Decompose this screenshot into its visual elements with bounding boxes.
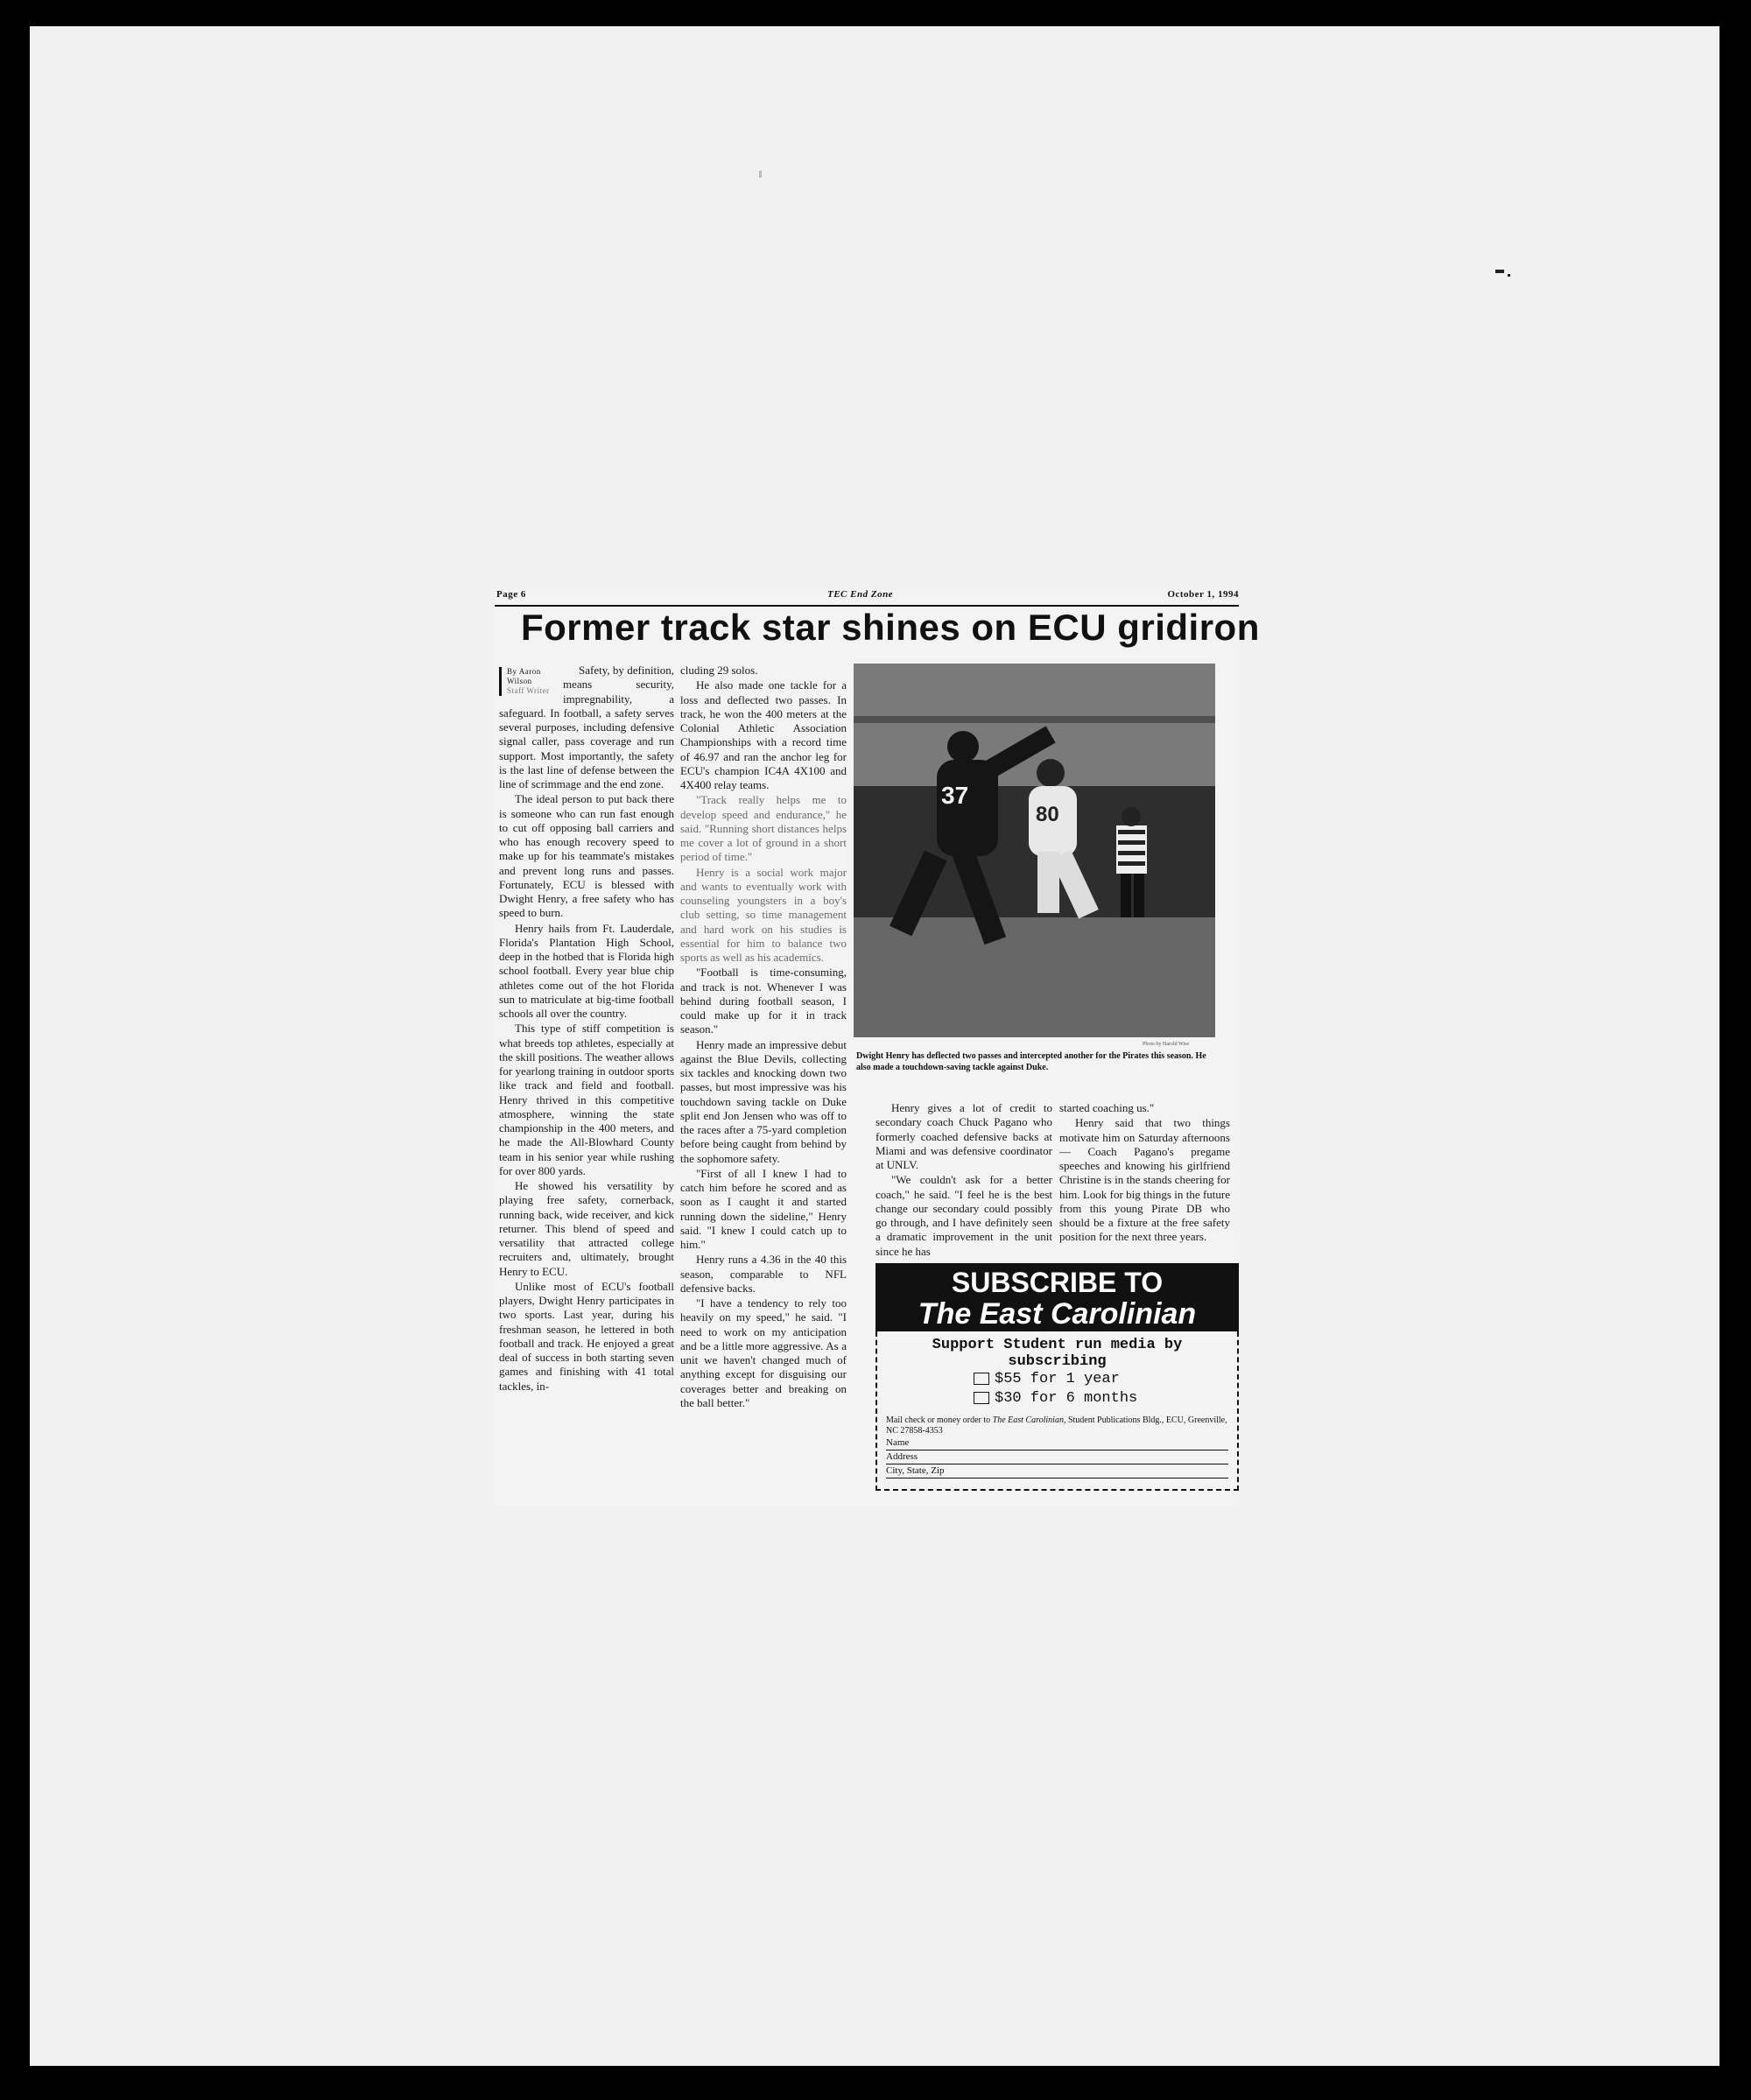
name-field[interactable]: Name [886,1436,1228,1450]
article-paragraph: This type of stiff competition is what breeds top athletes, especially at the skill positions. The weather allows for yearlong training in outdoor sports like track and field and football. Henry thrived in this competitive atmosphere, winning the state championship in the 400 meters, and he made the All-Blowhard County team in his senior year while rushing for over 800 yards. [499,1022,674,1177]
article-column-2 [680,664,847,1411]
article-paragraph: "First of all I knew I had to catch him before he scored and as soon as I caught it and started running down the sideline," Henry said. "I knew I could catch up to him." [680,1166,847,1251]
option-2-label: $30 for 6 months [995,1390,1138,1407]
byline-name: Wilson [507,677,532,685]
article-paragraph: Henry gives a lot of credit to secondary coach Chuck Pagano who formerly coached defensive backs at Miami and was defensive coordinator at UNLV. [876,1101,1052,1171]
checkbox-1year[interactable] [974,1373,989,1385]
photo-credit: Photo by Harold Wise [1143,1042,1190,1047]
article-paragraph: The ideal person to put back there is someone who can run fast enough to cut off opposing ball carriers and who has enough recovery speed to make up for his teammate's mistakes and prevent long runs and passes. Fortunately, ECU is blessed with Dwight Henry, a free safety who has speed to burn. [499,792,674,920]
article-paragraph: "Track really helps me to develop speed and endurance," he said. "Running short distances helps me cover a lot of ground in a short period of time." [680,793,847,864]
article-paragraph: Henry hails from Ft. Lauderdale, Florida's Plantation High School, deep in the hotbed that is Florida high school football. Every year blue chip athletes come out of the hot Florida sun to matriculate at big-time football schools all over the country. [499,921,674,1020]
article-column-3 [876,1101,1052,1260]
article-paragraph: "Football is time-consuming, and track is not. Whenever I was behind during football season, I could make up for it in track season." [680,966,847,1036]
article-column-4 [1059,1101,1230,1246]
mail-prefix: Mail check or money order to [886,1415,991,1425]
newspaper-page [495,589,1260,1507]
article-paragraph: Unlike most of ECU's football players, Dwight Henry participates in two sports. Last year, during his freshman season, he lettered in both football and track. He enjoyed a great deal of success in both starting seven games and finishing with 41 total tackles, in- [499,1279,674,1393]
option-1-label: $55 for 1 year [995,1371,1120,1387]
article-paragraph: Safety, by definition, means security, impregnability, a safeguard. In football, a safety serves several purposes, including defensive signal caller, pass coverage and run support. Most importantly, the safety is the last line of defense between the line of scrimmage and the end zone. [499,664,674,790]
article-paragraph: He showed his versatility by playing free safety, cornerback, running back, wide receiver, and kick returner. This blend of speed and versatility that attracted college recruiters and, ultimately, brought Henry to ECU. [499,1179,674,1278]
article-paragraph: cluding 29 solos. [680,664,758,677]
article-paragraph: started coaching us." [1059,1101,1155,1114]
address-field[interactable]: Address [886,1450,1228,1464]
article-paragraph: "We couldn't ask for a better coach," he said. "I feel he is the best change our secondary could possibly go through, and I have definitely seen a dramatic improvement in the unit since he has [876,1173,1052,1258]
subscription-option-2[interactable] [974,1389,1228,1408]
jersey-number-80: 80 [1036,803,1059,826]
article-paragraph: Henry made an impressive debut against the Blue Devils, collecting six tackles and knocking down two passes, but most impressive was his touchdown saving tackle on Duke split end Jon Jensen who was off to the races after a 75-yard completion before being caught from behind by the sophomore safety. [680,1037,847,1165]
headline: Former track star shines on ECU gridiron [521,607,1260,648]
mail-publication: The East Carolinian [992,1415,1064,1425]
byline-by: By Aaron [507,667,541,676]
article-column-1 [499,664,674,1394]
article-paragraph: Henry said that two things motivate him on Saturday afternoons — Coach Pagano's pregame speeches and knowing his girlfriend Christine is in the stands cheering for him. Look for big things in the future from this young Pirate DB who should be a fixture at the free safety position for the next three years. [1059,1116,1230,1244]
ad-title-block [876,1263,1239,1331]
photo-scene [854,664,1215,1037]
article-paragraph: "I have a tendency to rely too heavily on my speed," he said. "I need to work on my anticipation and be a little more aggressive. As a unit we haven't changed much of anything except for disguising our coverages better and breaking on the ball better." [680,1296,847,1409]
ad-title-line-2: The East Carolinian [918,1297,1197,1331]
page-number: Page 6 [496,589,526,600]
issue-date: October 1, 1994 [1167,589,1239,600]
article-paragraph: Henry runs a 4.36 in the 40 this season, comparable to NFL defensive backs. [680,1253,847,1295]
city-state-zip-field[interactable]: City, State, Zip [886,1464,1228,1478]
byline [499,667,556,696]
byline-role: Staff Writer [507,686,550,695]
scan-speck [759,171,762,178]
game-photo [854,664,1215,1037]
section-name: TEC End Zone [827,589,894,600]
scan-speck [1495,270,1504,273]
article-paragraph: Henry is a social work major and wants to eventually work with counseling youngsters in a boy's club setting, so time management and hard work on his studies is essential for him to balance two sports as well as his academics. [680,865,847,964]
jersey-number-37: 37 [941,782,969,809]
ad-title-line-1: SUBSCRIBE TO [951,1267,1164,1298]
subscription-option-1[interactable] [974,1370,1228,1389]
mail-suffix: , Student Publications Bldg., ECU, Greenville, NC 27858-4353 [886,1415,1227,1436]
photo-caption: Dwight Henry has deflected two passes and intercepted another for the Pirates this season. He also made a touchdown-saving tackle against Duke. [856,1051,1206,1072]
article-paragraph: He also made one tackle for a loss and deflected two passes. In track, he won the 400 meters at the Colonial Athletic Association Championships with a record time of 46.97 and ran the anchor leg for ECU's champion IC4A 4X100 and 4X400 relay teams. [680,678,847,791]
subscription-ad [876,1263,1239,1492]
scan-speck [1508,274,1510,277]
checkbox-6months[interactable] [974,1392,989,1404]
mail-instructions [886,1415,1228,1436]
ad-support-text: Support Student run media by subscribing [932,1337,1183,1370]
ad-coupon [876,1331,1239,1491]
